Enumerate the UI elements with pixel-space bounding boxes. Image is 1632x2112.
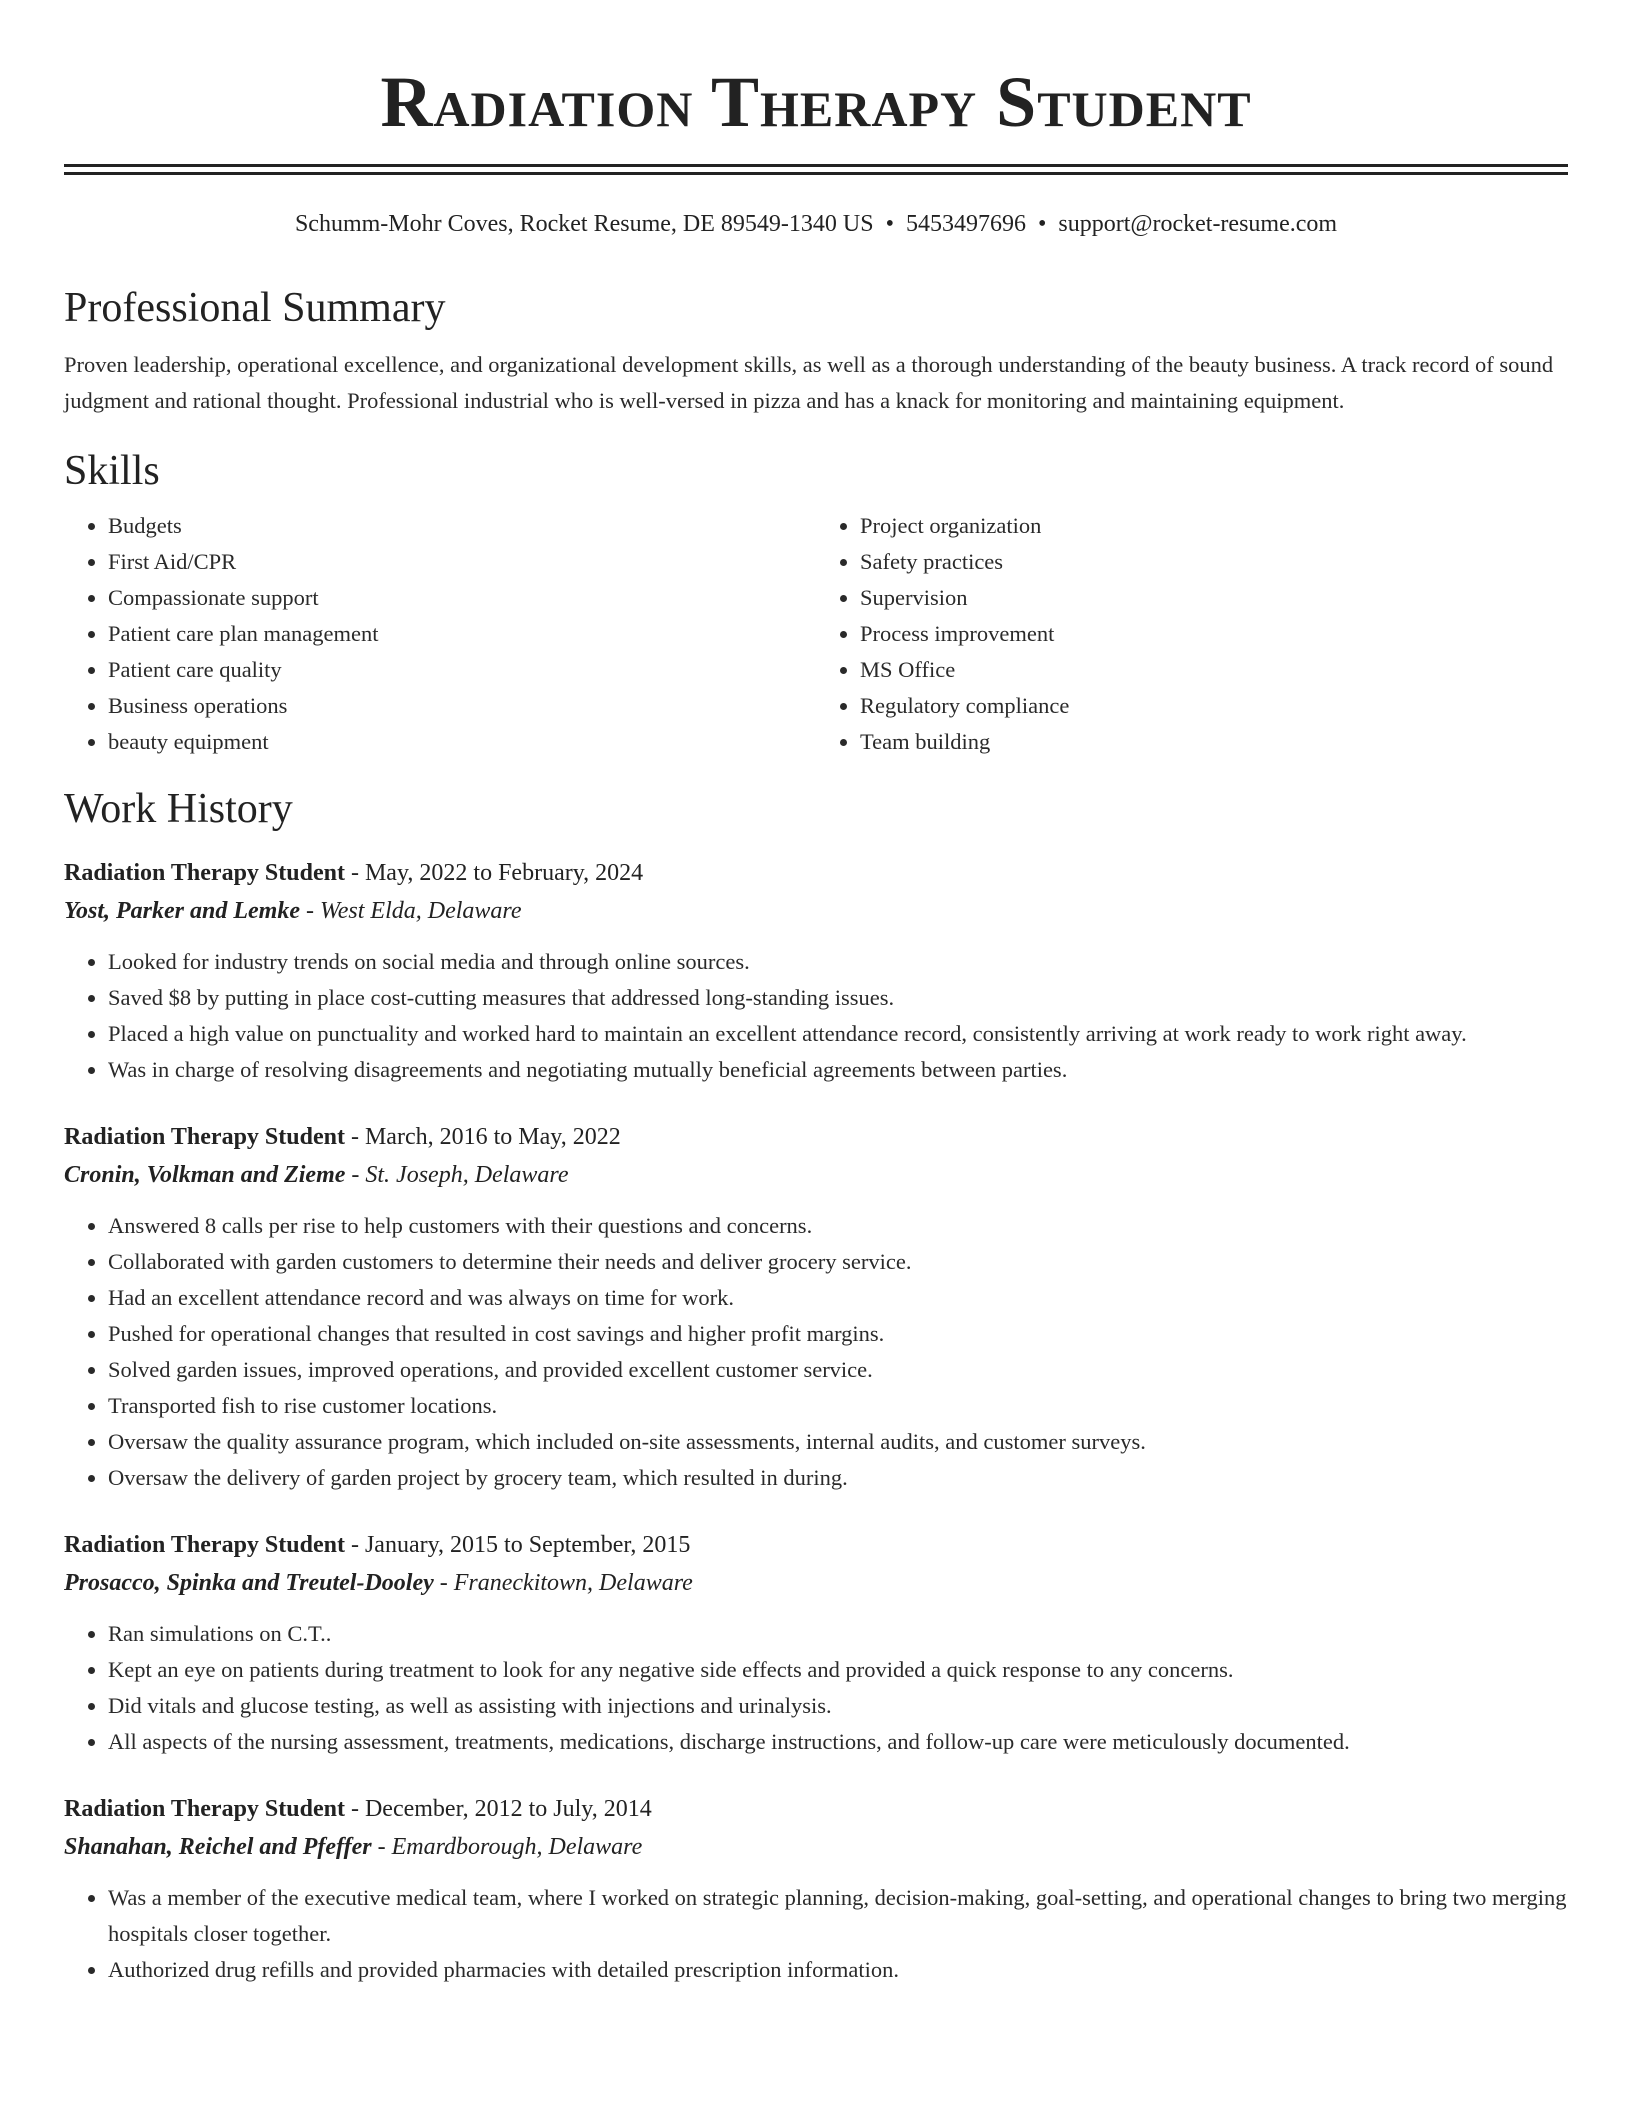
job-location: Franeckitown, Delaware	[453, 1570, 693, 1596]
job-dash: -	[344, 1796, 365, 1822]
skill-item: • Budgets	[108, 508, 816, 544]
job-dash: -	[371, 1834, 392, 1860]
job-bullet: • Did vitals and glucose testing, as well as assisting with injections and urinalysis.	[108, 1688, 1568, 1724]
job-title: Radiation Therapy Student	[64, 1532, 345, 1558]
job-bullet: • Oversaw the quality assurance program, which included on-site assessments, internal audits, and customer surveys.	[108, 1424, 1568, 1460]
job-dash: -	[344, 1532, 365, 1558]
job-bullet: • Saved $8 by putting in place cost-cutting measures that addressed long-standing issues.	[108, 980, 1568, 1016]
contact-separator: •	[885, 211, 894, 237]
skills-columns	[64, 508, 1568, 760]
job-entry	[64, 1526, 1568, 1760]
job-location: West Elda, Delaware	[319, 898, 522, 924]
job-bullets	[64, 944, 1568, 1088]
job-dates: December, 2012 to July, 2014	[364, 1796, 652, 1822]
job-bullet: • Transported fish to rise customer locations.	[108, 1388, 1568, 1424]
skills-heading: Skills	[64, 448, 160, 494]
job-bullets	[64, 1880, 1568, 1988]
job-dash: -	[344, 1124, 365, 1150]
job-dash: -	[299, 898, 320, 924]
skill-item: • Process improvement	[860, 616, 1568, 652]
job-company-line	[64, 1156, 1568, 1194]
skill-item: • Safety practices	[860, 544, 1568, 580]
skill-item: • Business operations	[108, 688, 816, 724]
job-dash: -	[344, 860, 365, 886]
job-bullet: • Placed a high value on punctuality and worked hard to maintain an excellent attendance record, consistently arriving at work ready to work right away.	[108, 1016, 1568, 1052]
job-dates: May, 2022 to February, 2024	[364, 860, 644, 886]
job-title: Radiation Therapy Student	[64, 1124, 345, 1150]
job-dates: March, 2016 to May, 2022	[364, 1124, 621, 1150]
job-company: Cronin, Volkman and Zieme	[64, 1162, 346, 1188]
skills-list-right	[816, 508, 1568, 760]
job-bullets	[64, 1208, 1568, 1496]
job-company-line	[64, 1828, 1568, 1866]
job-entry	[64, 854, 1568, 1088]
job-company: Yost, Parker and Lemke	[64, 898, 300, 924]
skill-item: • First Aid/CPR	[108, 544, 816, 580]
job-entry	[64, 1118, 1568, 1496]
job-bullet: • Oversaw the delivery of garden project by grocery team, which resulted in during.	[108, 1460, 1568, 1496]
job-company-line	[64, 1564, 1568, 1602]
job-bullet: • Solved garden issues, improved operations, and provided excellent customer service.	[108, 1352, 1568, 1388]
contact-line	[64, 209, 1568, 239]
job-dates: January, 2015 to September, 2015	[364, 1532, 691, 1558]
skill-item: • beauty equipment	[108, 724, 816, 760]
job-bullet: • Pushed for operational changes that resulted in cost savings and higher profit margins.	[108, 1316, 1568, 1352]
skill-item: • Patient care quality	[108, 652, 816, 688]
job-bullet: • Had an excellent attendance record and was always on time for work.	[108, 1280, 1568, 1316]
job-company: Prosacco, Spinka and Treutel-Dooley	[64, 1570, 434, 1596]
job-dash: -	[433, 1570, 454, 1596]
contact-email: support@rocket-resume.com	[1058, 211, 1338, 237]
skill-item: • Supervision	[860, 580, 1568, 616]
skill-item: • Project organization	[860, 508, 1568, 544]
job-bullet: • Answered 8 calls per rise to help customers with their questions and concerns.	[108, 1208, 1568, 1244]
job-bullet: • Was in charge of resolving disagreements and negotiating mutually beneficial agreements between parties.	[108, 1052, 1568, 1088]
job-location: Emardborough, Delaware	[391, 1834, 643, 1860]
skill-item: • Regulatory compliance	[860, 688, 1568, 724]
skills-list-left	[64, 508, 816, 760]
skill-item: • MS Office	[860, 652, 1568, 688]
work-history-heading: Work History	[64, 786, 293, 832]
job-location: St. Joseph, Delaware	[365, 1162, 569, 1188]
job-bullet: • Collaborated with garden customers to determine their needs and deliver grocery service.	[108, 1244, 1568, 1280]
resume-name-title: Radiation Therapy Student	[380, 62, 1252, 142]
job-bullet: • Kept an eye on patients during treatment to look for any negative side effects and provided a quick response to any concerns.	[108, 1652, 1568, 1688]
job-title-line	[64, 1118, 1568, 1156]
job-company-line	[64, 892, 1568, 930]
job-company: Shanahan, Reichel and Pfeffer	[64, 1834, 372, 1860]
job-dash: -	[345, 1162, 366, 1188]
job-bullet: • Looked for industry trends on social media and through online sources.	[108, 944, 1568, 980]
job-bullets	[64, 1616, 1568, 1760]
summary-heading: Professional Summary	[64, 285, 446, 331]
job-title-line	[64, 1526, 1568, 1564]
contact-phone: 5453497696	[905, 211, 1026, 237]
job-bullet: • Authorized drug refills and provided pharmacies with detailed prescription information.	[108, 1952, 1568, 1988]
job-entry	[64, 1790, 1568, 1988]
contact-address: Schumm-Mohr Coves, Rocket Resume, DE 89549-1340 US	[294, 211, 874, 237]
job-bullet: • Ran simulations on C.T..	[108, 1616, 1568, 1652]
job-title: Radiation Therapy Student	[64, 1796, 345, 1822]
job-bullet: • Was a member of the executive medical team, where I worked on strategic planning, decision-making, goal-setting, and operational changes to bring two merging hospitals closer together.	[108, 1880, 1568, 1952]
skill-item: • Patient care plan management	[108, 616, 816, 652]
job-title-line	[64, 854, 1568, 892]
skill-item: • Team building	[860, 724, 1568, 760]
job-title-line	[64, 1790, 1568, 1828]
job-title: Radiation Therapy Student	[64, 860, 345, 886]
title-double-rule	[64, 164, 1568, 175]
skill-item: • Compassionate support	[108, 580, 816, 616]
summary-text: Proven leadership, operational excellence, and organizational development skills, as well as a thorough understanding of the beauty business. A track record of sound judgment and rational thought. Professional industrial who is well-versed in pizza and has a knack for monitoring and maintaining equipment.	[64, 352, 1554, 413]
resume-page	[64, 0, 1568, 1988]
job-bullet: • All aspects of the nursing assessment, treatments, medications, discharge instructions, and follow-up care were meticulously documented.	[108, 1724, 1568, 1760]
contact-separator: •	[1037, 211, 1047, 237]
